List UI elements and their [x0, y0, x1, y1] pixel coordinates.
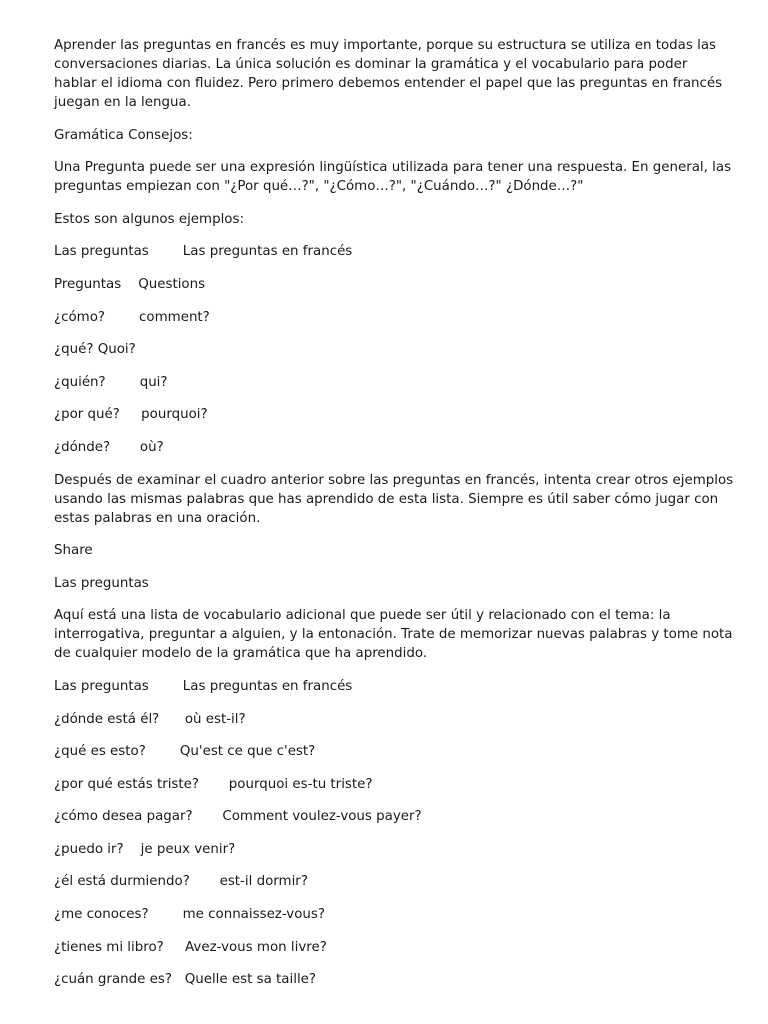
table-row: ¿él está durmiendo? est-il dormir? — [54, 874, 308, 890]
questions-table-1 — [54, 242, 734, 457]
table-row: ¿dónde está él? où est-il? — [54, 711, 246, 727]
table-row: ¿puedo ir? je peux venir? — [54, 841, 236, 857]
intro-paragraph: Aprender las preguntas en francés es muy importante, porque su estructura se utiliza en todas las conversaciones diarias. La única solución es dominar la gramática y el vocabulario para poder hablar el idioma con fluidez. Pero primero debemos entender el papel que las preguntas en francés juegan en la lengua. — [54, 38, 723, 110]
table-row: ¿qué? Quoi? — [54, 342, 136, 358]
after-table-paragraph: Después de examinar el cuadro anterior sobre las preguntas en francés, intenta crear otros ejemplos usando las mismas palabras que has aprendido de esta lista. Siempre es útil saber cómo jugar con estas palabras en una oración. — [54, 472, 734, 526]
table-row: ¿cómo? comment? — [54, 309, 210, 325]
definition-paragraph: Una Pregunta puede ser una expresión lingüística utilizada para tener una respuesta. En general, las preguntas empiezan con "¿Por qué…?", "¿Cómo…?", "¿Cuándo…?" ¿Dónde…?" — [54, 160, 732, 195]
document-page — [54, 36, 734, 1003]
table-row: ¿cómo desea pagar? Comment voulez-vous payer? — [54, 809, 422, 825]
table-row: ¿por qué? pourquoi? — [54, 407, 208, 423]
table-row: ¿quién? qui? — [54, 374, 168, 390]
table-row: ¿tienes mi libro? Avez-vous mon livre? — [54, 939, 327, 955]
vocab-intro-paragraph: Aquí está una lista de vocabulario adicional que puede ser útil y relacionado con el tema: la interrogativa, preguntar a alguien, y la entonación. Trate de memorizar nuevas palabras y tome nota de cualquier modelo de la gramática que ha aprendido. — [54, 608, 733, 662]
share-label: Share — [54, 543, 93, 559]
table-row: ¿dónde? où? — [54, 439, 164, 455]
table-row: ¿por qué estás triste? pourquoi es-tu triste? — [54, 776, 373, 792]
table-row: ¿me conoces? me connaissez-vous? — [54, 907, 325, 923]
table-row: ¿qué es esto? Qu'est ce que c'est? — [54, 744, 316, 760]
table-row: Las preguntas Las preguntas en francés — [54, 678, 353, 694]
table-row: Preguntas Questions — [54, 276, 206, 292]
examples-intro: Estos son algunos ejemplos: — [54, 211, 244, 227]
tips-heading: Gramática Consejos: — [54, 127, 193, 143]
questions-table-2 — [54, 677, 734, 989]
table-row: Las preguntas Las preguntas en francés — [54, 244, 353, 260]
section-title: Las preguntas — [54, 575, 149, 591]
table-row: ¿cuán grande es? Quelle est sa taille? — [54, 972, 317, 988]
